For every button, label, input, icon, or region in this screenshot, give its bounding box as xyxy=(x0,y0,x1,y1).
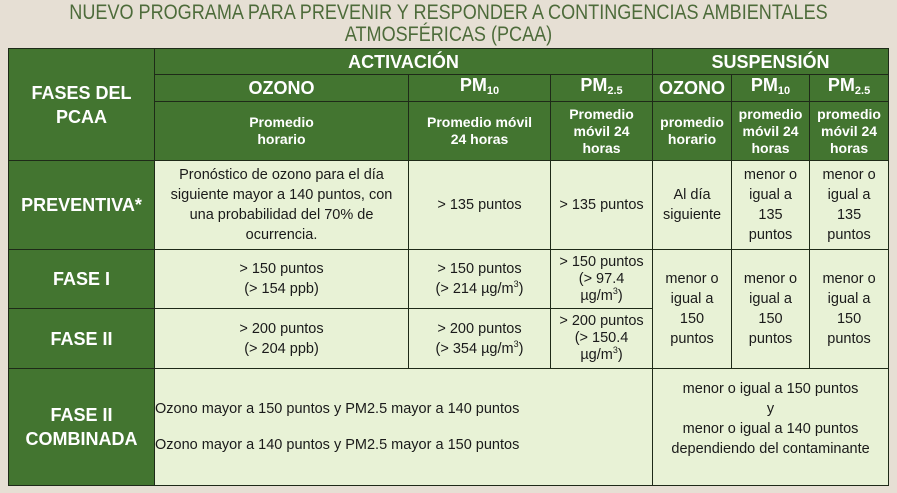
pcaa-table xyxy=(8,48,889,486)
cell-act-pm25: > 135 puntos xyxy=(551,161,653,250)
header-sus-pm25 xyxy=(810,75,889,102)
value: (> 354 µg/m xyxy=(435,340,514,357)
page-title xyxy=(63,2,834,46)
cell-act-pm10: > 135 puntos xyxy=(409,161,551,250)
title-line-1: NUEVO PROGRAMA PARA PREVENIR Y RESPONDER A CONTINGENCIAS AMBIENTALES xyxy=(69,1,828,24)
phase-label: FASE II xyxy=(50,405,113,425)
paren: ) xyxy=(518,281,524,297)
cell-sus-pm25 xyxy=(810,161,889,250)
header-suspension: SUSPENSIÓN xyxy=(653,49,889,75)
cell-act-pm25 xyxy=(551,250,653,309)
cell-act-ozono xyxy=(155,309,409,369)
cell-sus-pm10 xyxy=(732,161,810,250)
averaging-label: promedio móvil 24 horas xyxy=(817,105,881,156)
paren: ) xyxy=(518,340,524,357)
cell-sus-ozono xyxy=(653,161,732,250)
cell-text: > 150 puntos xyxy=(239,261,324,277)
cell-text xyxy=(411,279,548,299)
header-act-pm10-avg xyxy=(409,102,551,161)
pollutant-subscript: 2.5 xyxy=(854,85,871,97)
cell-text: (> 204 ppb) xyxy=(244,340,319,357)
cell-text: menor o igual a 140 puntos xyxy=(682,421,859,437)
cell-text: (> 154 ppb) xyxy=(244,281,319,297)
cell-sus-ozono xyxy=(653,250,732,369)
header-act-pm25-avg xyxy=(551,102,653,161)
phase-fase-2-combinada xyxy=(9,369,155,486)
cell-text: menor o igual a 150 puntos xyxy=(665,271,719,347)
pollutant-label: PM xyxy=(580,75,608,95)
title-line-2: ATMOSFÉRICAS (PCAA) xyxy=(344,23,553,46)
phase-fase-2: FASE II xyxy=(9,309,155,369)
value: (> 214 µg/m xyxy=(435,281,514,297)
averaging-label: promedio móvil 24 horas xyxy=(738,105,803,156)
cell-text: menor o igual a 150 puntos xyxy=(822,271,876,347)
cell-sus-combinada xyxy=(653,369,889,486)
header-fases xyxy=(9,49,155,161)
header-sus-pm25-avg xyxy=(810,102,889,161)
header-sus-pm10 xyxy=(732,75,810,102)
averaging-label: Promedio móvil 24 horas xyxy=(569,105,634,156)
cell-text: > 200 puntos xyxy=(437,320,522,337)
paren: ) xyxy=(617,347,623,363)
cell-text: Al día siguiente xyxy=(663,187,722,223)
header-sus-ozono-avg xyxy=(653,102,732,161)
cell-sus-pm25 xyxy=(810,250,889,369)
cell-act-combinada xyxy=(155,369,653,486)
cell-text: Ozono mayor a 150 puntos y PM2.5 mayor a 140 puntos xyxy=(155,401,520,417)
header-fases-label: FASES DEL PCAA xyxy=(31,82,132,127)
phase-label: COMBINADA xyxy=(25,429,138,449)
pollutant-label: OZONO xyxy=(659,78,726,98)
cell-sus-pm10 xyxy=(732,250,810,369)
pollutant-label: PM xyxy=(459,75,487,95)
header-act-ozono-avg xyxy=(155,102,409,161)
header-act-pm25 xyxy=(551,75,653,102)
cell-text: > 200 puntos xyxy=(239,320,324,337)
header-sus-pm10-avg xyxy=(732,102,810,161)
header-activacion: ACTIVACIÓN xyxy=(155,49,653,75)
cell-text xyxy=(553,285,650,305)
pollutant-subscript: 10 xyxy=(777,85,791,97)
pollutant-label: OZONO xyxy=(248,78,315,98)
superscript: 3 xyxy=(513,279,519,289)
cell-act-ozono xyxy=(155,250,409,309)
superscript: 3 xyxy=(612,345,618,355)
cell-text: Pronóstico de ozono para el día siguiente mayor a 140 puntos, con una probabilidad del 70% de ocurrencia. xyxy=(170,167,393,243)
cell-text: dependiendo del contaminante xyxy=(671,441,870,457)
cell-act-ozono xyxy=(155,161,409,250)
phase-preventiva: PREVENTIVA* xyxy=(9,161,155,250)
paren: ) xyxy=(617,287,623,304)
header-sus-ozono xyxy=(653,75,732,102)
cell-text: menor o igual a 150 puntos xyxy=(682,381,859,397)
cell-text: (> 150.4 xyxy=(574,330,629,346)
pollutant-label: PM xyxy=(750,75,778,95)
header-act-ozono xyxy=(155,75,409,102)
cell-act-pm10 xyxy=(409,309,551,369)
cell-text: Ozono mayor a 140 puntos y PM2.5 mayor a 150 puntos xyxy=(155,437,520,453)
cell-text: y xyxy=(766,401,775,417)
averaging-label: Promedio móvil 24 horas xyxy=(426,114,533,147)
superscript: 3 xyxy=(612,285,618,296)
header-act-pm10 xyxy=(409,75,551,102)
pollutant-subscript: 10 xyxy=(486,85,500,97)
cell-text: > 200 puntos xyxy=(559,313,644,329)
cell-text xyxy=(553,347,650,364)
cell-text: menor o igual a 150 puntos xyxy=(743,271,798,347)
cell-text: menor o igual a 135 puntos xyxy=(743,167,798,243)
phase-fase-1: FASE I xyxy=(9,250,155,309)
superscript: 3 xyxy=(513,338,519,349)
cell-text: > 150 puntos xyxy=(559,253,644,270)
cell-text: > 150 puntos xyxy=(437,261,522,277)
cell-text: (> 97.4 xyxy=(578,270,625,287)
averaging-label: promedio horario xyxy=(660,114,724,147)
cell-act-pm10 xyxy=(409,250,551,309)
pollutant-subscript: 2.5 xyxy=(607,85,623,97)
table-row-preventiva xyxy=(9,161,889,250)
cell-text xyxy=(411,339,548,359)
value: µg/m xyxy=(580,347,613,363)
pollutant-label: PM xyxy=(827,75,855,95)
table-row-fase-2-combinada xyxy=(9,369,889,486)
cell-act-pm25 xyxy=(551,309,653,369)
cell-text: menor o igual a 135 puntos xyxy=(822,167,876,243)
value: µg/m xyxy=(580,287,613,304)
averaging-label: Promedio horario xyxy=(249,114,314,147)
table-row-fase-1 xyxy=(9,250,889,309)
